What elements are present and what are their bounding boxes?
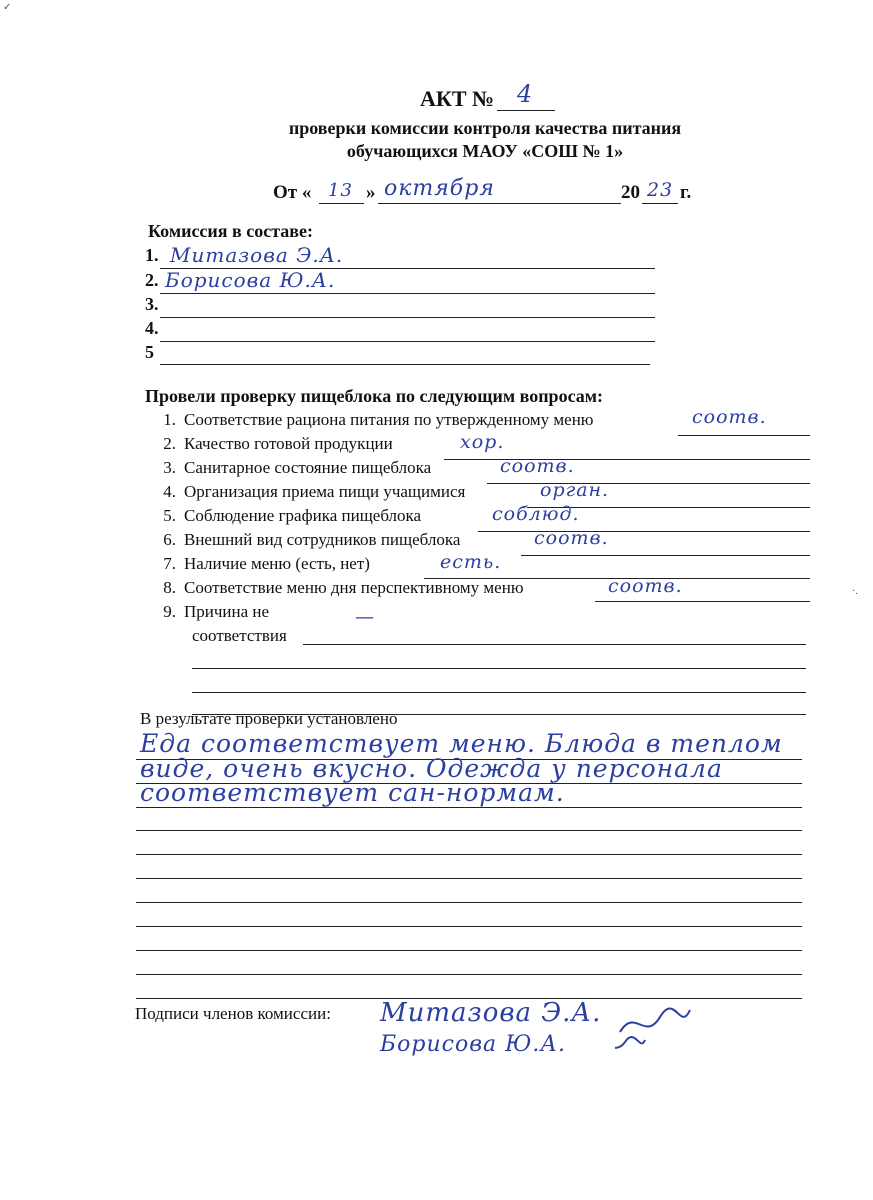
question-9-line-2: соответствия: [192, 626, 287, 645]
result-rule-9: [136, 950, 802, 951]
answer-line-2: [444, 459, 810, 460]
question-9: 9. Причина не: [163, 602, 270, 621]
member-num-4: 4.: [145, 318, 159, 338]
answer-3: соотв.: [500, 455, 575, 477]
member-line-4: [160, 341, 655, 342]
answer-5: соблюд.: [492, 503, 580, 525]
act-label: АКТ №: [420, 86, 495, 111]
result-rule-3: [136, 807, 802, 808]
member-line-2: [160, 293, 655, 294]
result-rule-8: [136, 926, 802, 927]
answer-2: хор.: [460, 431, 505, 453]
result-rule-6: [136, 878, 802, 879]
answer-1: соотв.: [692, 406, 767, 428]
title-line-1: проверки комиссии контроля качества питания: [288, 118, 682, 138]
answer-line-1: [678, 435, 810, 436]
question-7: 7. Наличие меню (есть, нет): [163, 554, 370, 573]
signatures-label: Подписи членов комиссии:: [135, 1004, 331, 1023]
date-day-line: [319, 203, 364, 204]
answer-line-5: [478, 531, 810, 532]
year-line: [642, 203, 678, 204]
member-num-5: 5: [145, 342, 154, 362]
result-rule-4: [136, 830, 802, 831]
date-close: »: [366, 182, 376, 203]
question-4: 4. Организация приема пищи учащимися: [163, 482, 466, 501]
answer-line-3: [487, 483, 810, 484]
result-rule-5: [136, 854, 802, 855]
signature-scribble-icon: [615, 1002, 695, 1062]
answer-line-6: [521, 555, 810, 556]
year-prefix: 20: [621, 182, 640, 203]
question-8: 8. Соответствие меню дня перспективному меню: [163, 578, 524, 597]
member-num-1: 1.: [145, 245, 159, 265]
answer-line-9: [303, 644, 806, 645]
answer-7: есть.: [440, 551, 502, 573]
act-number: 4: [517, 80, 534, 108]
scan-dot-icon: ·.: [852, 586, 858, 597]
question-5: 5. Соблюдение графика пищеблока: [163, 506, 422, 525]
question-1: 1. Соответствие рациона питания по утвержденному меню: [163, 410, 594, 429]
inspection-heading: Провели проверку пищеблока по следующим вопросам:: [145, 386, 604, 406]
answer-line-9c: [192, 692, 806, 693]
answer-4: орган.: [540, 479, 610, 501]
year-g: г.: [680, 182, 692, 203]
answer-line-9b: [192, 668, 806, 669]
member-line-5: [160, 364, 650, 365]
date-day: 13: [328, 180, 353, 201]
member-2: Борисова Ю.А.: [165, 268, 336, 292]
date-prefix: От «: [273, 182, 312, 203]
member-num-3: 3.: [145, 294, 159, 314]
answer-9: —: [355, 606, 375, 628]
commission-heading: Комиссия в составе:: [148, 221, 313, 241]
year-suffix: 23: [647, 179, 674, 201]
question-6: 6. Внешний вид сотрудников пищеблока: [163, 530, 461, 549]
date-month: октября: [384, 176, 495, 201]
answer-line-8: [595, 601, 810, 602]
answer-8: соотв.: [608, 575, 683, 597]
member-num-2: 2.: [145, 270, 159, 290]
answer-6: соотв.: [534, 527, 609, 549]
signature-2: Борисова Ю.А.: [380, 1032, 567, 1057]
member-line-3: [160, 317, 655, 318]
title-line-2: обучающихся МАОУ «СОШ № 1»: [346, 141, 624, 161]
scan-mark-icon: ✓: [3, 2, 12, 13]
result-rule-7: [136, 902, 802, 903]
signature-1: Митазова Э.А.: [380, 998, 602, 1028]
date-month-line: [378, 203, 621, 204]
result-line-3: соответствует сан-нормам.: [140, 778, 565, 807]
act-number-line: [497, 110, 555, 111]
result-heading: В результате проверки установлено: [140, 709, 398, 728]
question-3: 3. Санитарное состояние пищеблока: [163, 458, 432, 477]
result-line-1: Еда соответствует меню. Блюда в теплом: [140, 729, 783, 758]
result-rule-10: [136, 974, 802, 975]
question-2: 2. Качество готовой продукции: [163, 434, 393, 453]
member-1: Митазова Э.А.: [170, 243, 344, 267]
result-line-2: виде, очень вкусно. Одежда у персонала: [140, 754, 723, 783]
